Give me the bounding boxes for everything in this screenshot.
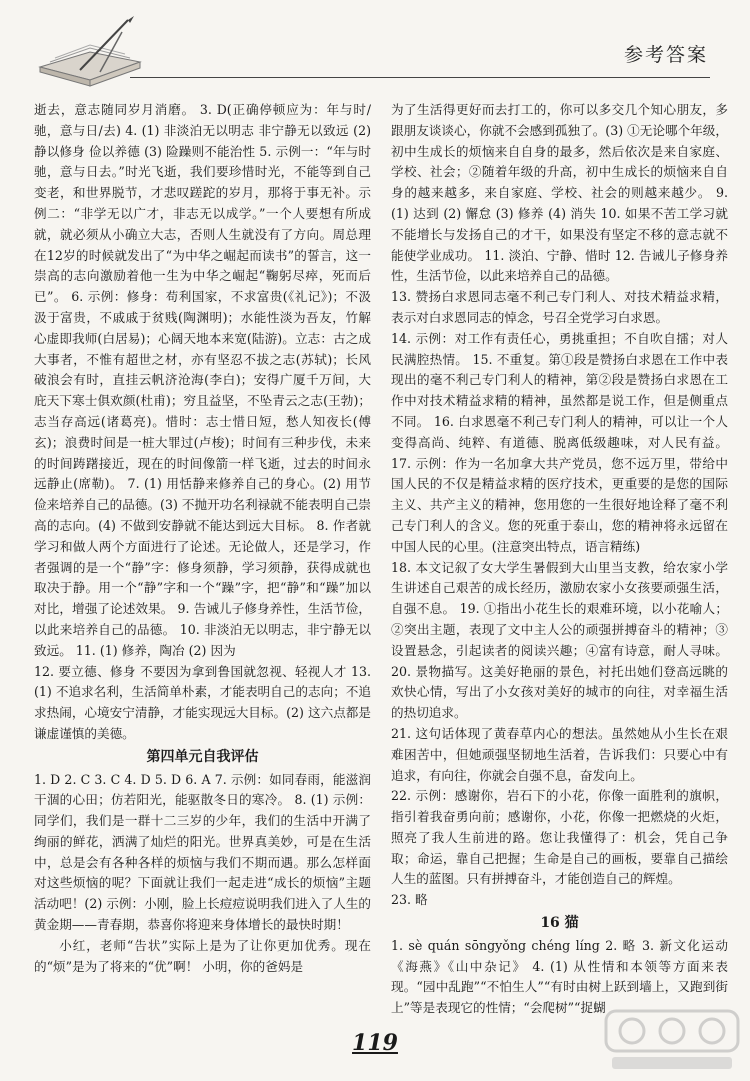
right-column — [391, 100, 728, 1025]
header-title: 参考答案 — [623, 44, 708, 66]
answer-paragraph: 逝去，意志随同岁月消磨。 3. D(正确停顿应为：年与时/驰，意与日/去) 4. (1) 非淡泊无以明志 非宁静无以致远 (2) 静以修身 俭以养德 (3) 险躁则不能治性 5. 示例一：“年与时驰，意与日去。”时光飞逝，我们要珍惜时光，不能等到自己变老，和世界脱节，才悲叹蹉跎的岁月，那将于事无补。示例二：“非学无以广才，非志无以成学。”一个人要想有所成就，就必须从小确立大志，否则人生就没有了方向。周总理在12岁的时候就发出了“为中华之崛起而读书”的誓言，这一崇高的志向激励着他一生为中华之崛起“鞠躬尽瘁，死而后已”。 6. 示例：修身：苟利国家，不求富贵(《礼记》)；不汲汲于富贵，不戚戚于贫贱(陶渊明)；水能性淡为吾友，竹解心虚即我师(白居易)；心阔天地本来宽(陆游)。立志：古之成大事者，不惟有超世之材，亦有坚忍不拔之志(苏轼)；长风破浪会有时，直挂云帆济沧海(李白)；安得广厦千万间，大庇天下寒士俱欢颜(杜甫)；穷且益坚，不坠青云之志(王勃)；志当存高远(诸葛亮)。惜时：志士惜日短，愁人知夜长(傅玄)；浪费时间是一桩大罪过(卢梭)；时间有三种步伐，未来的时间踌躇接近，现在的时间像箭一样飞逝，过去的时间永远静止(席勒)。 7. (1) 用恬静来修养自己的身心。(2) 用节俭来培养自己的品德。(3) 不抛开功名利禄就不能表明自己崇高的志向。(4) 不做到安静就不能达到远大目标。 8. 作者就学习和做人两个方面进行了论述。无论做人，还是学习，作者强调的是一个“静”字：修身须静，学习须静，获得成就也取决于静。用一个“静”字和一个“躁”字，把“静”和“躁”加以对比，增强了论述效果。 9. 告诫儿子修身养性，生活节俭，以此来培养自己的品德。 10. 非淡泊无以明志，非宁静无以致远。 11. (1) 修养，陶冶 (2) 因为 — [34, 102, 371, 658]
books-and-quill-icon — [30, 12, 150, 92]
answer-paragraph: 为了生活得更好而去打工的，你可以多交几个知心朋友，多跟朋友谈谈心，你就不会感到孤独了。(3) ①无论哪个年级，初中生成长的烦恼来自自身的最多，然后依次是来自家庭、学校、社会；②随着年级的升高，初中生成长的烦恼来自自身的越来越多，来自家庭、学校、社会的则越来越少。 9. (1) 达到 (2) 懈怠 (3) 修养 (4) 消失 10. 如果不苦工学习就不能增长与发扬自己的才干，如果没有坚定不移的意志就不能使学业成功。 11. 淡泊、宁静、惜时 12. 告诫儿子修身养性，生活节俭，以此来培养自己的品德。 — [391, 102, 728, 284]
answer-paragraph: 18. 本文记叙了女大学生暑假到大山里当支教，给农家小学生讲述自己艰苦的成长经历，激励农家小女孩要顽强生活，自强不息。 19. ①指出小花生长的艰难环境，以小花喻人；②突出主题，表现了文中主人公的顽强拼搏奋斗的精神；③设置悬念，引起读者的阅读兴趣；④富有诗意，耐人寻味。 20. 景物描写。这美好艳丽的景色，衬托出她们登高远眺的欢快心情，写出了小女孩对美好的城市的向往，对幸福生活的热切追求。 — [391, 559, 728, 721]
answer-paragraph: 13. 赞扬白求恩同志毫不利己专门利人、对技术精益求精，表示对白求恩同志的悼念，号召全党学习白求恩。 — [391, 289, 728, 325]
section-title: 第四单元自我评估 — [146, 748, 259, 765]
answer-paragraph: 1. sè quán sōngyǒng chéng líng 2. 略 3. 新文化运动 《海燕》《山中杂记》 4. (1) 从性情和本领等方面来表现。“园中乱跑”“不怕生人”“有时由树上跃到墙上，又跑到街上”等是表现它的性情；“会爬树”“捉蝴 — [391, 937, 728, 1016]
header-rule — [130, 77, 710, 78]
page-number: 119 — [352, 1030, 398, 1056]
answer-paragraph: 23. 略 — [391, 892, 428, 908]
answer-paragraph: 1. D 2. C 3. C 4. D 5. D 6. A 7. 示例：如同春雨，能滋润干涸的心田；仿若阳光，能驱散冬日的寒冷。 8. (1) 示例：同学们，我们是一群十二三岁的少年，我们的生活中开满了绚丽的鲜花，洒满了灿烂的阳光。世界真美妙，可是在生活中，总是会有各种各样的烦恼与我们不期而遇。那么怎样面对这些烦恼的呢？下面就让我们一起走进“成长的烦恼”主题活动吧！(2) 示例：小刚，脸上长痘痘说明我们进入了人生的黄金期——青春期，恭喜你将迎来身体增长的最快时期！ — [34, 771, 371, 933]
answer-paragraph: 12. 要立德、修身 不要因为拿到鲁国就忽视、轻视人才 13. (1) 不追求名利，生活简单朴素，才能表明自己的志向；不追求热闹，心境安宁清静，才能实现远大目标。(2) 这六点都是谦虚谨慎的美德。 — [34, 663, 371, 741]
section-title: 16 猫 — [540, 915, 579, 932]
answer-paragraph: 14. 示例：对工作有责任心，勇挑重担；不自吹自擂；对人民满腔热情。 15. 不重复。第①段是赞扬白求恩在工作中表现出的毫不利己专门利人的精神，第②段是赞扬白求恩在工作中对技术精益求精的精神，虽然都是说工作，但是侧重点不同。 16. 白求恩毫不利己专门利人的精神，可以让一个人变得高尚、纯粹、有道德、脱离低级趣味，对人民有益。 17. 示例：作为一名加拿大共产党员，您不远万里，带给中国人民的不仅是精益求精的医疗技术，更重要的是您的国际主义、共产主义的精神，您用您的一生很好地诠释了毫不利己专门利人的含义。您的死重于泰山，您的精神将永远留在中国人民的心里。(注意突出特点，语言精练) — [391, 330, 728, 554]
answer-paragraph: 22. 示例：感谢你，岩石下的小花，你像一面胜利的旗帜，指引着我奋勇向前；感谢你，小花，你像一把燃烧的火炬，照亮了我人生前进的路。您让我懂得了：机会，凭自己争取；命运，靠自己把握；生命是自己的画板，要靠自己描绘人生的蓝图。只有拼搏奋斗，才能创造自己的辉煌。 — [391, 788, 728, 887]
page-header — [0, 0, 750, 100]
answer-columns — [34, 100, 728, 1025]
answer-paragraph: 小红，老师“告状”实际上是为了让你更加优秀。现在的“烦”是为了将来的“优”啊！ 小明，你的爸妈是 — [34, 937, 371, 974]
watermark-logo-icon — [602, 1005, 742, 1075]
answer-paragraph: 21. 这句话体现了黄春草内心的想法。虽然她从小生长在艰难困苦中，但她顽强坚韧地生活着，告诉我们：只要心中有追求，有向往，你就会自强不息，奋发向上。 — [391, 725, 728, 783]
left-column — [34, 100, 371, 1025]
